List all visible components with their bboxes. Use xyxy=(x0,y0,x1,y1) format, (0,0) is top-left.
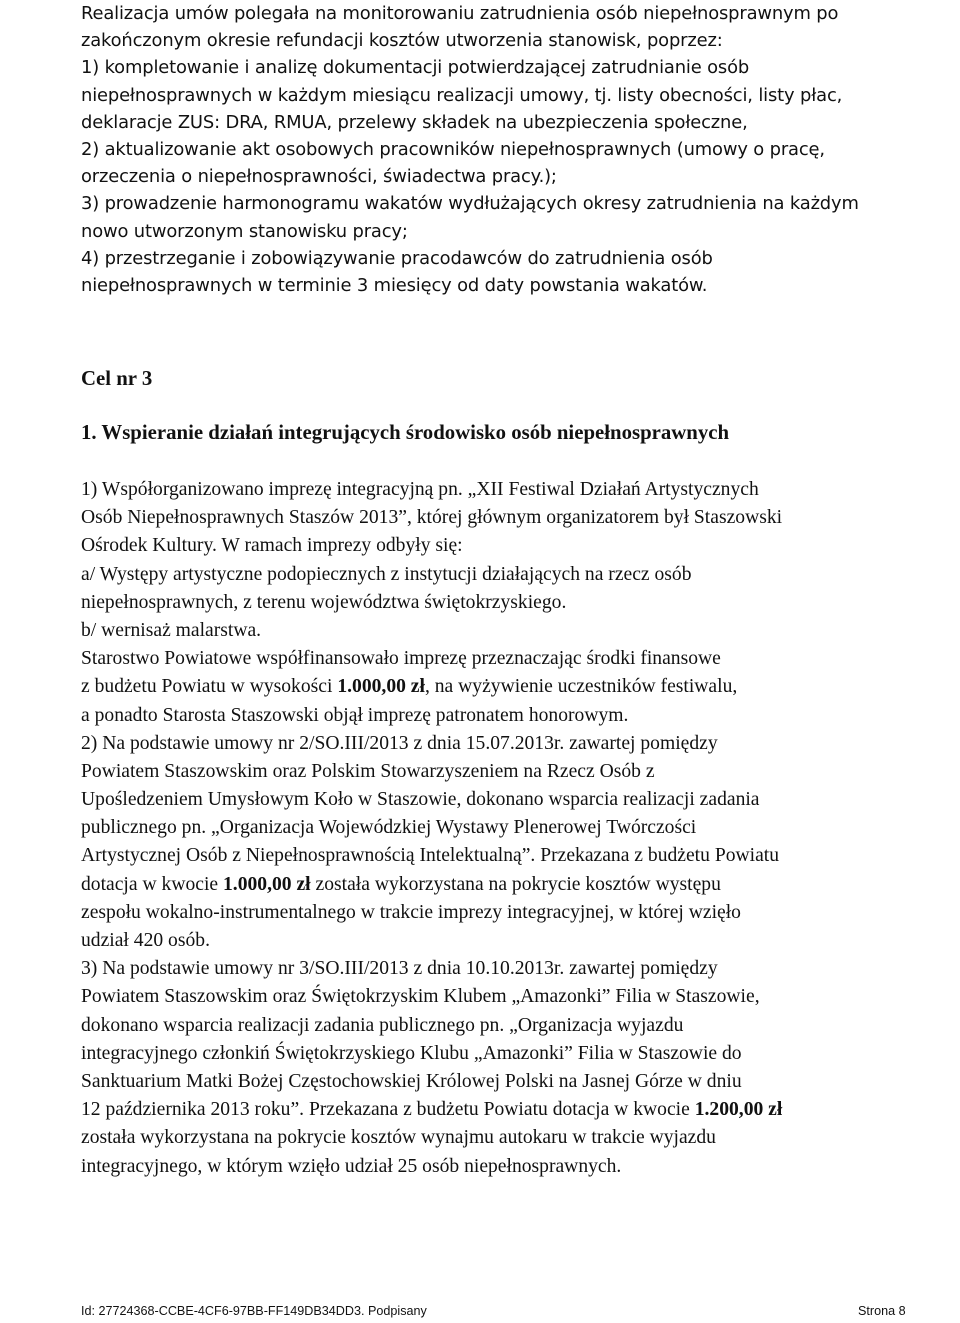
text-run: 1) Współorganizowano imprezę integracyjną pn. „XII Festiwal Działań Artystycznych xyxy=(81,479,759,500)
intro-line xyxy=(81,245,957,272)
intro-line xyxy=(81,0,957,27)
intro-line xyxy=(81,82,957,109)
text-run: 1) kompletowanie i analizę dokumentacji potwierdzającej zatrudnianie osób xyxy=(81,57,750,79)
intro-line xyxy=(81,272,957,299)
text-run: 3) prowadzenie harmonogramu wakatów wydłużających okresy zatrudnienia na każdym xyxy=(81,193,859,215)
text-run: publicznego pn. „Organizacja Wojewódzkiej Wystawy Plenerowej Twórczości xyxy=(81,817,697,839)
page-number: Strona 8 xyxy=(858,1304,906,1318)
body-line xyxy=(81,673,957,701)
section-heading: 1. Wspieranie działań integrujących środowisko osób niepełnosprawnych xyxy=(81,421,730,444)
text-run: została wykorzystana na pokrycie kosztów występu xyxy=(310,873,721,895)
body-line xyxy=(81,561,957,589)
intro-paragraph xyxy=(81,0,957,299)
body-line xyxy=(81,1153,957,1181)
intro-line xyxy=(81,190,957,217)
text-run: niepełnosprawnych w terminie 3 miesięcy od daty powstania wakatów. xyxy=(81,274,708,296)
text-run: niepełnosprawnych w każdym miesiącu realizacji umowy, tj. listy obecności, listy płac, xyxy=(81,84,843,106)
body-line xyxy=(81,955,957,983)
section-body xyxy=(81,476,957,1181)
text-run: a/ Występy artystyczne podopiecznych z instytucji działających na rzecz osób xyxy=(81,563,692,585)
text-run: 3) Na podstawie umowy nr 3/SO.III/2013 z dnia 10.10.2013r. zawartej pomiędzy xyxy=(81,958,718,980)
text-run: Upośledzeniem Umysłowym Koło w Staszowie, dokonano wsparcia realizacji zadania xyxy=(81,789,760,811)
body-line xyxy=(81,899,957,927)
text-run: deklaracje ZUS: DRA, RMUA, przelewy składek na ubezpieczenia społeczne, xyxy=(81,111,748,133)
goal-heading: Cel nr 3 xyxy=(81,367,153,390)
intro-line xyxy=(81,163,957,190)
body-line xyxy=(81,1124,957,1152)
intro-line xyxy=(81,136,957,163)
text-run: Osób Niepełnosprawnych Staszów 2013”, której głównym organizatorem był Staszowski xyxy=(81,507,783,529)
body-line xyxy=(81,1068,957,1096)
body-line xyxy=(81,871,957,899)
intro-line xyxy=(81,54,957,81)
body-line xyxy=(81,532,957,560)
text-run: 12 października 2013 roku”. Przekazana z budżetu Powiatu dotacja w kwocie xyxy=(81,1099,695,1121)
body-line xyxy=(81,927,957,955)
text-run: Artystycznej Osób z Niepełnosprawnością Intelektualną”. Przekazana z budżetu Powiatu xyxy=(81,845,780,867)
body-line xyxy=(81,1096,957,1124)
text-run: Starostwo Powiatowe współfinansowało imprezę przeznaczając środki finansowe xyxy=(81,648,721,670)
text-run: Ośrodek Kultury. W ramach imprezy odbyły się: xyxy=(81,535,463,557)
text-run: udział 420 osób. xyxy=(81,930,210,951)
body-line xyxy=(81,983,957,1011)
text-run: została wykorzystana na pokrycie kosztów wynajmu autokaru w trakcie wyjazdu xyxy=(81,1127,716,1149)
text-run: dokonano wsparcia realizacji zadania publicznego pn. „Organizacja wyjazdu xyxy=(81,1014,684,1036)
body-line xyxy=(81,504,957,532)
text-run: dotacja w kwocie xyxy=(81,873,223,895)
text-run: integracyjnego członkiń Świętokrzyskiego Klubu „Amazonki” Filia w Staszowie do xyxy=(81,1042,742,1064)
intro-line xyxy=(81,109,957,136)
text-run: integracyjnego, w którym wzięło udział 25 osób niepełnosprawnych. xyxy=(81,1155,622,1177)
body-line xyxy=(81,589,957,617)
text-run: zespołu wokalno-instrumentalnego w trakcie imprezy integracyjnej, w której wzięło xyxy=(81,901,741,923)
text-run: Realizacja umów polegała na monitorowaniu zatrudnienia osób niepełnosprawnym po xyxy=(81,3,839,24)
body-line xyxy=(81,730,957,758)
text-run: Powiatem Staszowskim oraz Polskim Stowarzyszeniem na Rzecz Osób z xyxy=(81,760,655,782)
text-run: , na wyżywienie uczestników festiwalu, xyxy=(424,676,738,698)
body-line xyxy=(81,702,957,730)
text-run: zakończonym okresie refundacji kosztów utworzenia stanowisk, poprzez: xyxy=(81,30,723,52)
bold-amount: 1.000,00 zł xyxy=(337,676,425,698)
body-line xyxy=(81,814,957,842)
text-run: Powiatem Staszowskim oraz Świętokrzyskim Klubem „Amazonki” Filia w Staszowie, xyxy=(81,986,760,1008)
text-run: z budżetu Powiatu w wysokości xyxy=(81,676,338,698)
text-run: nowo utworzonym stanowisku pracy; xyxy=(81,220,408,242)
body-line xyxy=(81,842,957,870)
body-line xyxy=(81,617,957,645)
text-run: b/ wernisaż malarstwa. xyxy=(81,619,262,641)
text-run: Sanktuarium Matki Bożej Częstochowskiej Królowej Polski na Jasnej Górze w dniu xyxy=(81,1070,742,1092)
text-run: a ponadto Starosta Staszowski objął imprezę patronatem honorowym. xyxy=(81,704,629,726)
body-line xyxy=(81,1040,957,1068)
bold-amount: 1.000,00 zł xyxy=(223,873,311,895)
text-run: 4) przestrzeganie i zobowiązywanie pracodawców do zatrudnienia osób xyxy=(81,247,713,269)
body-line xyxy=(81,758,957,786)
text-run: 2) Na podstawie umowy nr 2/SO.III/2013 z dnia 15.07.2013r. zawartej pomiędzy xyxy=(81,732,718,754)
body-line xyxy=(81,1012,957,1040)
body-line xyxy=(81,786,957,814)
intro-line xyxy=(81,27,957,54)
body-line xyxy=(81,476,957,504)
document-id-footer: Id: 27724368-CCBE-4CF6-97BB-FF149DB34DD3. Podpisany xyxy=(81,1304,427,1318)
text-run: orzeczenia o niepełnosprawności, świadectwa pracy.); xyxy=(81,166,557,188)
bold-amount: 1.200,00 zł xyxy=(694,1099,783,1121)
text-run: niepełnosprawnych, z terenu województwa świętokrzyskiego. xyxy=(81,591,567,613)
body-line xyxy=(81,645,957,673)
intro-line xyxy=(81,218,957,245)
text-run: 2) aktualizowanie akt osobowych pracowników niepełnosprawnych (umowy o pracę, xyxy=(81,138,825,160)
